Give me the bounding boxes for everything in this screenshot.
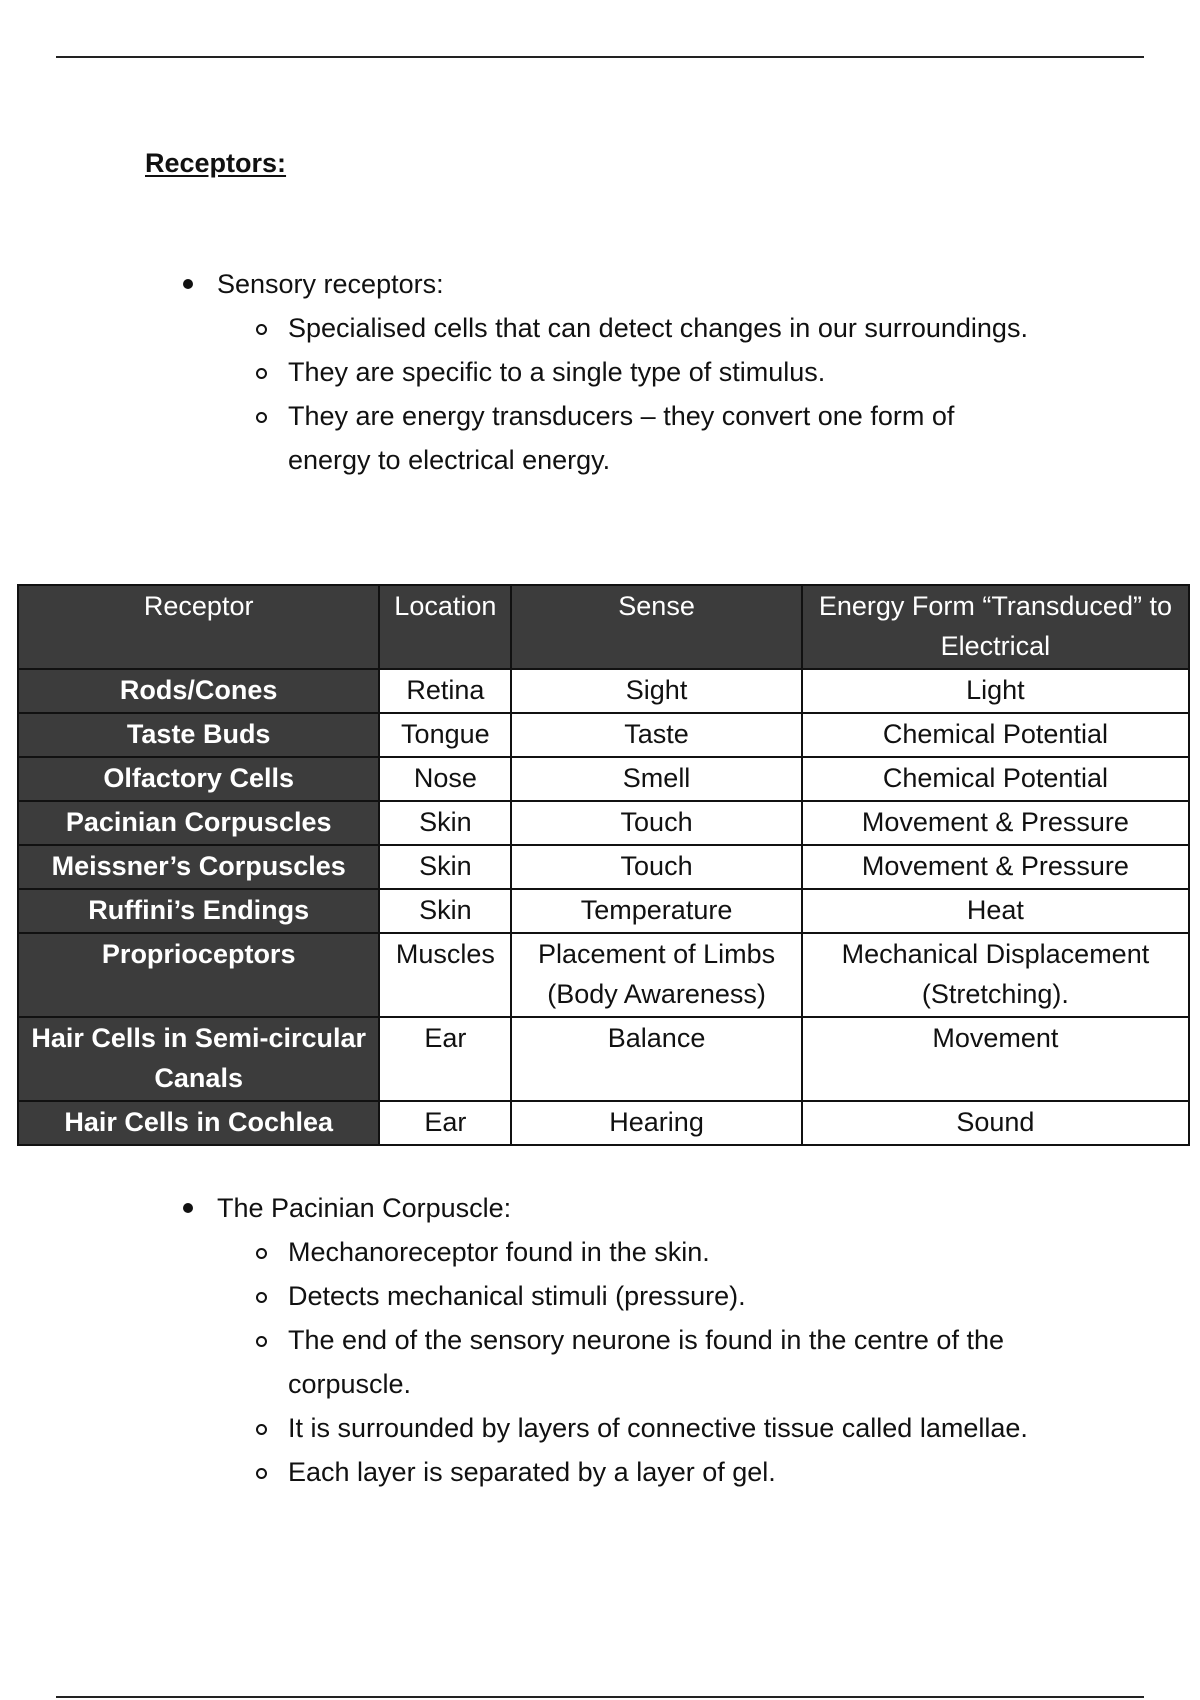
header-rule bbox=[56, 56, 1144, 58]
sublist-item-text: It is surrounded by layers of connective tissue called lamellae. bbox=[288, 1413, 1028, 1443]
table-row bbox=[18, 1101, 1189, 1145]
sense-cell: Sight bbox=[511, 669, 802, 713]
sublist-item bbox=[252, 1450, 1080, 1494]
column-header-energy-form: Energy Form “Transduced” to Electrical bbox=[802, 585, 1189, 669]
location-cell: Skin bbox=[379, 801, 511, 845]
location-cell: Nose bbox=[379, 757, 511, 801]
energy-cell: Movement & Pressure bbox=[802, 801, 1189, 845]
sensory-receptors-list bbox=[180, 262, 1080, 482]
sublist-item bbox=[252, 350, 1080, 394]
energy-cell: Movement bbox=[802, 1017, 1189, 1101]
sublist-item-text: Specialised cells that can detect changes in our surroundings. bbox=[288, 313, 1028, 343]
receptor-cell: Meissner’s Corpuscles bbox=[18, 845, 379, 889]
bullet-text: The Pacinian Corpuscle: bbox=[217, 1193, 512, 1223]
receptor-cell: Taste Buds bbox=[18, 713, 379, 757]
column-header-location: Location bbox=[379, 585, 511, 669]
page-heading: Receptors: bbox=[145, 148, 287, 178]
receptor-cell: Pacinian Corpuscles bbox=[18, 801, 379, 845]
bullet-circle-icon bbox=[252, 1406, 288, 1450]
table-row bbox=[18, 845, 1189, 889]
sublist-item-text: The end of the sensory neurone is found in the centre of the corpuscle. bbox=[288, 1325, 1004, 1399]
table-row bbox=[18, 889, 1189, 933]
footer-rule bbox=[56, 1696, 1144, 1698]
energy-cell: Light bbox=[802, 669, 1189, 713]
bullet-circle-icon bbox=[252, 394, 288, 438]
sublist bbox=[180, 306, 1080, 482]
bullet-circle-icon bbox=[252, 1450, 288, 1494]
location-cell: Muscles bbox=[379, 933, 511, 1017]
sublist-item bbox=[252, 1318, 1080, 1406]
bullet-text: Sensory receptors: bbox=[217, 269, 444, 299]
column-header-sense: Sense bbox=[511, 585, 802, 669]
energy-cell: Chemical Potential bbox=[802, 757, 1189, 801]
bullet-circle-icon bbox=[252, 1318, 288, 1362]
list-item bbox=[180, 262, 1080, 482]
bullet-circle-icon bbox=[252, 1274, 288, 1318]
sublist-item bbox=[252, 306, 1080, 350]
receptor-cell: Rods/Cones bbox=[18, 669, 379, 713]
location-cell: Tongue bbox=[379, 713, 511, 757]
energy-cell: Movement & Pressure bbox=[802, 845, 1189, 889]
receptor-cell: Hair Cells in Cochlea bbox=[18, 1101, 379, 1145]
table-row bbox=[18, 669, 1189, 713]
sublist-item bbox=[252, 394, 1080, 482]
sublist bbox=[180, 1230, 1080, 1494]
receptors-table bbox=[17, 584, 1190, 1146]
energy-cell: Sound bbox=[802, 1101, 1189, 1145]
sublist-item bbox=[252, 1274, 1080, 1318]
energy-cell: Heat bbox=[802, 889, 1189, 933]
table-header-row bbox=[18, 585, 1189, 669]
table-row bbox=[18, 1017, 1189, 1101]
table-row bbox=[18, 933, 1189, 1017]
sense-cell: Touch bbox=[511, 845, 802, 889]
receptor-cell: Proprioceptors bbox=[18, 933, 379, 1017]
location-cell: Skin bbox=[379, 889, 511, 933]
sublist-item-text: They are specific to a single type of stimulus. bbox=[288, 357, 826, 387]
sense-cell: Taste bbox=[511, 713, 802, 757]
location-cell: Ear bbox=[379, 1017, 511, 1101]
sense-cell: Smell bbox=[511, 757, 802, 801]
sublist-item-text: Each layer is separated by a layer of gel. bbox=[288, 1457, 776, 1487]
list-item bbox=[180, 1186, 1080, 1494]
bullet-circle-icon bbox=[252, 306, 288, 350]
location-cell: Skin bbox=[379, 845, 511, 889]
bullet-circle-icon bbox=[252, 350, 288, 394]
sublist-item bbox=[252, 1230, 1080, 1274]
sense-cell: Balance bbox=[511, 1017, 802, 1101]
pacinian-corpuscle-list bbox=[180, 1186, 1080, 1494]
column-header-receptor: Receptor bbox=[18, 585, 379, 669]
sense-cell: Touch bbox=[511, 801, 802, 845]
sublist-item-text: Detects mechanical stimuli (pressure). bbox=[288, 1281, 746, 1311]
sense-cell: Placement of Limbs (Body Awareness) bbox=[511, 933, 802, 1017]
energy-cell: Chemical Potential bbox=[802, 713, 1189, 757]
table-row bbox=[18, 713, 1189, 757]
bullet-disc-icon bbox=[180, 1186, 217, 1230]
sense-cell: Hearing bbox=[511, 1101, 802, 1145]
bullet-disc-icon bbox=[180, 262, 217, 306]
bullet-circle-icon bbox=[252, 1230, 288, 1274]
sublist-item-text: Mechanoreceptor found in the skin. bbox=[288, 1237, 710, 1267]
table-row bbox=[18, 757, 1189, 801]
sublist-item bbox=[252, 1406, 1080, 1450]
receptor-cell: Ruffini’s Endings bbox=[18, 889, 379, 933]
location-cell: Ear bbox=[379, 1101, 511, 1145]
receptor-cell: Olfactory Cells bbox=[18, 757, 379, 801]
receptor-cell: Hair Cells in Semi-circular Canals bbox=[18, 1017, 379, 1101]
sense-cell: Temperature bbox=[511, 889, 802, 933]
energy-cell: Mechanical Displacement (Stretching). bbox=[802, 933, 1189, 1017]
location-cell: Retina bbox=[379, 669, 511, 713]
sublist-item-text: They are energy transducers – they convert one form of energy to electrical energy. bbox=[288, 401, 955, 475]
table-row bbox=[18, 801, 1189, 845]
